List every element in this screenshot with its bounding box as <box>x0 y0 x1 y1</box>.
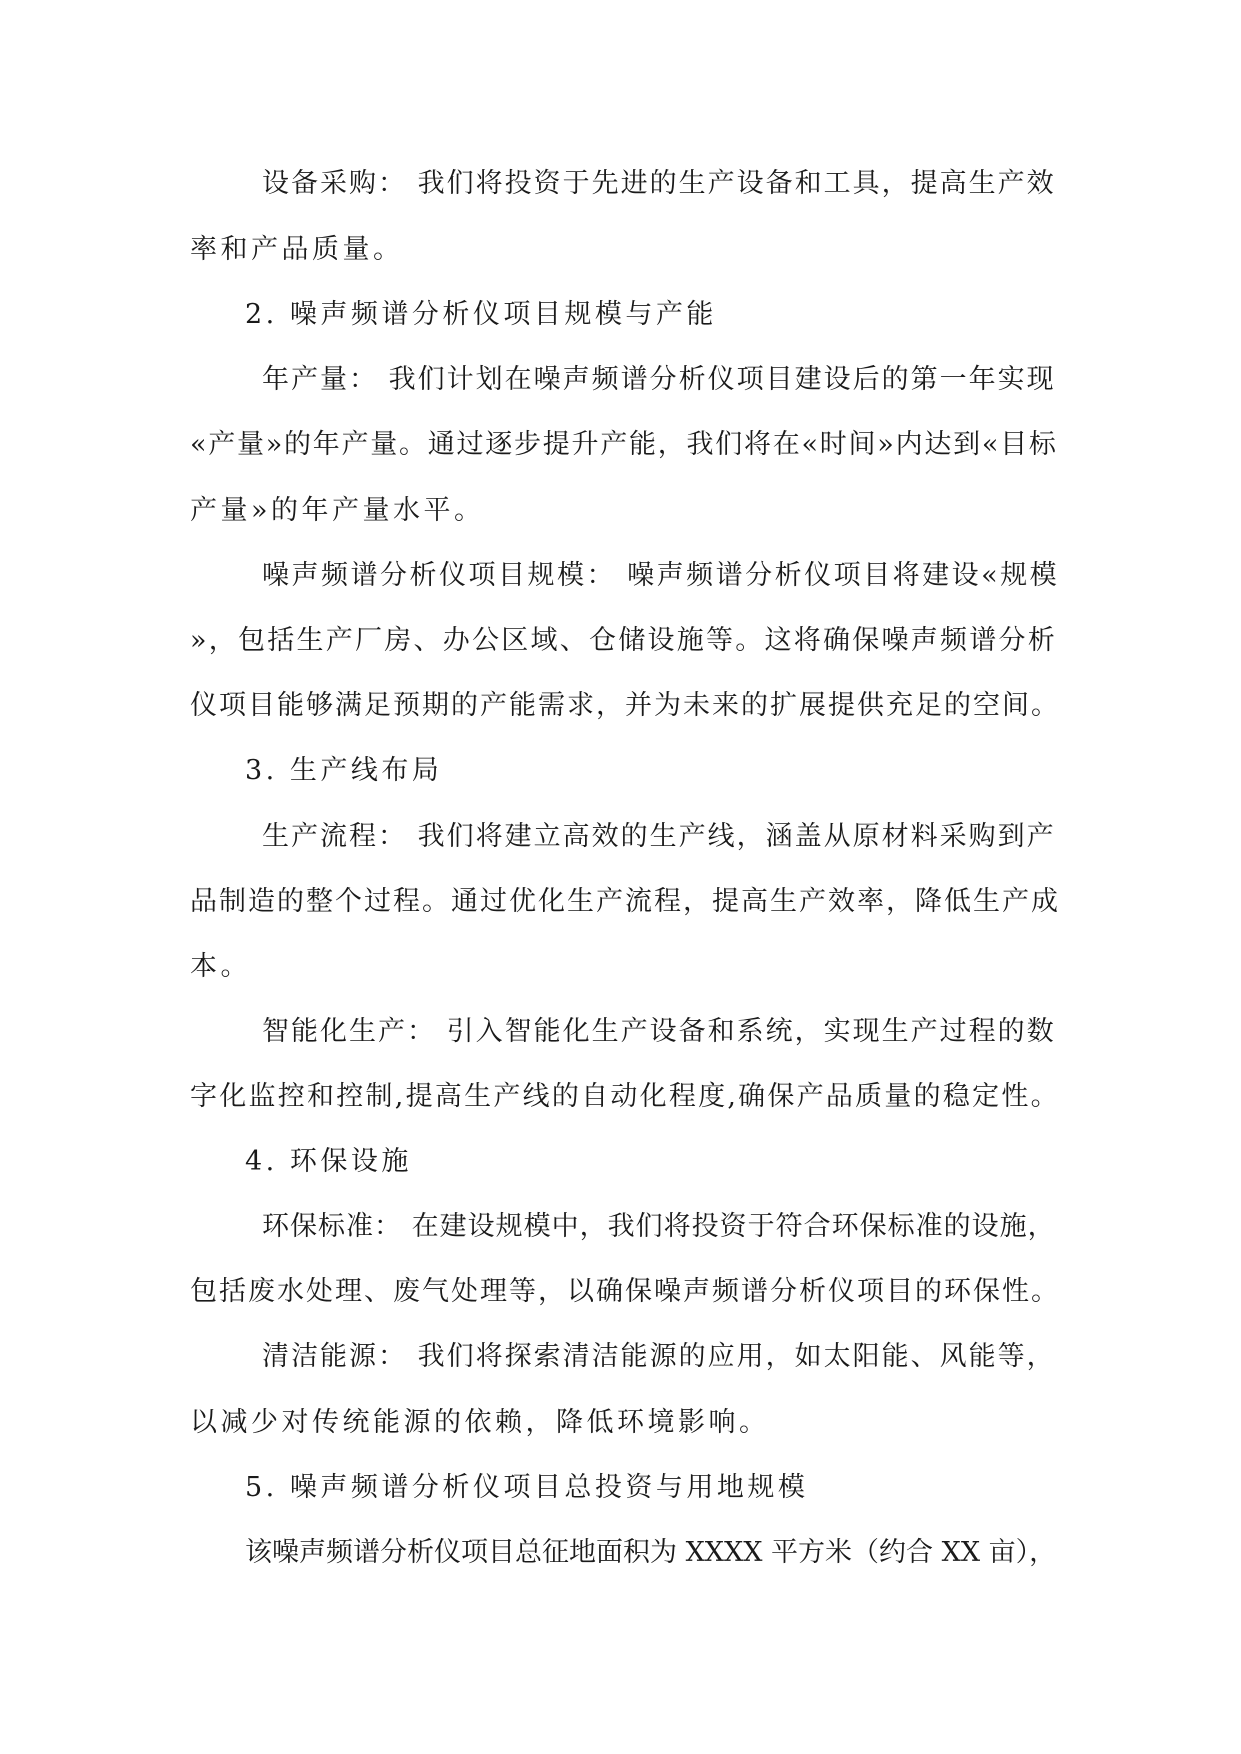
paragraph-line: «产量»的年产量。通过逐步提升产能，我们将在«时间»内达到«目标 <box>190 429 1058 460</box>
paragraph-line: 字化监控和控制,提高生产线的自动化程度,确保产品质量的稳定性。 <box>190 1081 1060 1112</box>
paragraph-line: 生产流程： 我们将建立高效的生产线，涵盖从原材料采购到产 <box>262 821 1056 852</box>
paragraph-line: 环保标准： 在建设规模中，我们将投资于符合环保标准的设施， <box>262 1211 1056 1242</box>
section-heading: 4. 环保设施 <box>245 1146 412 1177</box>
paragraph-line: 以减少对传统能源的依赖，降低环境影响。 <box>190 1407 770 1438</box>
paragraph-line: »，包括生产厂房、办公区域、仓储设施等。这将确保噪声频谱分析 <box>190 625 1058 656</box>
paragraph-line: 清洁能源： 我们将探索清洁能源的应用，如太阳能、风能等， <box>262 1341 1056 1372</box>
paragraph-line: 产量»的年产量水平。 <box>190 495 485 526</box>
section-heading: 2. 噪声频谱分析仪项目规模与产能 <box>245 299 717 330</box>
paragraph-line: 品制造的整个过程。通过优化生产流程，提高生产效率，降低生产成 <box>190 886 1060 917</box>
paragraph-line: 该噪声频谱分析仪项目总征地面积为 XXXX 平方米（约合 XX 亩）， <box>245 1537 1057 1568</box>
paragraph-line: 噪声频谱分析仪项目规模： 噪声频谱分析仪项目将建设«规模 <box>262 560 1060 591</box>
section-heading: 5. 噪声频谱分析仪项目总投资与用地规模 <box>245 1472 809 1503</box>
paragraph-line: 设备采购： 我们将投资于先进的生产设备和工具，提高生产效 <box>262 168 1056 199</box>
paragraph-line: 智能化生产： 引入智能化生产设备和系统，实现生产过程的数 <box>262 1016 1056 1047</box>
paragraph-line: 年产量： 我们计划在噪声频谱分析仪项目建设后的第一年实现 <box>262 364 1056 395</box>
paragraph-line: 仪项目能够满足预期的产能需求，并为未来的扩展提供充足的空间。 <box>190 690 1060 721</box>
paragraph-line: 率和产品质量。 <box>190 234 404 265</box>
paragraph-line: 本。 <box>190 951 251 982</box>
section-heading: 3. 生产线布局 <box>245 755 443 786</box>
paragraph-line: 包括废水处理、废气处理等，以确保噪声频谱分析仪项目的环保性。 <box>190 1276 1060 1307</box>
